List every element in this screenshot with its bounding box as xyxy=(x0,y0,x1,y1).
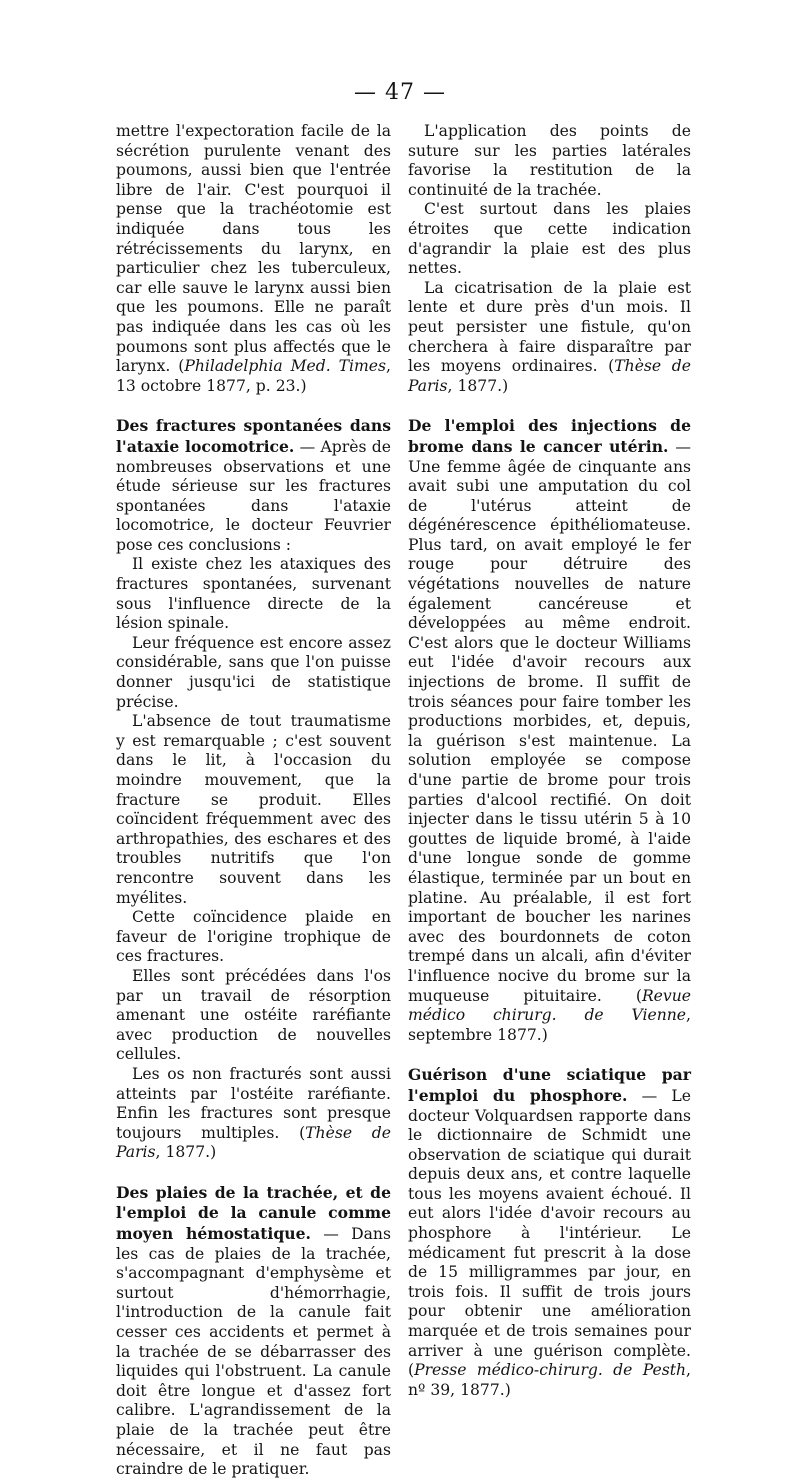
left-column xyxy=(116,122,391,1480)
article-brome: De l'emploi des injections de brome dans le cancer utérin. — Une femme âgée de cinquante ans avait subi une amputation du col de l'utérus atteint de dégénérescence épithéliomateuse. Plus tard, on avait employé le fer rouge pour détruire des végétations nouvelles de nature également cancéreuse et développées au même endroit. C'est alors que le docteur Williams eut l'idée d'avoir recours aux injections de brome. Il suffit de trois séances pour faire tomber les productions morbides, et, depuis, la guérison s'est maintenue. La solution employée se compose d'une partie de brome pour trois parties d'alcool rectifié. On doit injecter dans le tissu utérin 5 à 10 gouttes de liquide bromé, à l'aide d'une longue sonde de gomme élastique, terminée par un bout en platine. Au préalable, il est fort important de boucher les narines avec des bourdonnets de coton trempé dans un alcali, afin d'éviter l'influence nocive du brome sur la muqueuse pituitaire. (Revue médico chirurg. de Vienne, septembre 1877.) xyxy=(408,416,691,1044)
article-heading: Des plaies de la trachée, et de l'emploi de la canule comme moyen hémostatique. xyxy=(116,1182,391,1244)
paragraph: Il existe chez les ataxiques des fractures spontanées, survenant sous l'influence directe de la lésion spinale. xyxy=(116,555,391,633)
article-heading: Guérison d'une sciatique par l'emploi du phosphore. xyxy=(408,1065,691,1105)
page-number: — 47 — xyxy=(354,80,446,105)
citation: Thèse de Paris xyxy=(408,357,691,395)
citation: Thèse de Paris xyxy=(116,1123,391,1162)
paragraph: La cicatrisation de la plaie est lente et dure près d'un mois. Il peut persister une fistule, qu'on cherchera à faire disparaître par les moyens ordinaires. (Thèse de Paris, 1877.) xyxy=(408,278,691,395)
paragraph: Leur fréquence est encore assez considérable, sans que l'on puisse donner jusqu'ici de statistique précise. xyxy=(116,633,391,711)
article-trachee: Des plaies de la trachée, et de l'emploi de la canule comme moyen hémostatique. — Dans les cas de plaies de la trachée, s'accompagnant d'emphysème et surtout d'hémorrhagie, l'introduction de la canule fait cesser ces accidents et permet à la trachée de se débarrasser des liquides qui l'obstruent. La canule doit être longue et d'assez fort calibre. L'agrandissement de la plaie de la trachée peut être nécessaire, et il ne faut pas craindre de le pratiquer. xyxy=(116,1182,391,1479)
paragraph: Cette coïncidence plaide en faveur de l'origine trophique de ces fractures. xyxy=(116,908,391,966)
article-ataxie: Des fractures spontanées dans l'ataxie locomotrice. — Après de nombreuses observations et une étude sérieuse sur les fractures spontanées dans l'ataxie locomotrice, le docteur Feuvrier pose ces conclusions : xyxy=(116,416,391,554)
right-column xyxy=(408,122,691,1400)
paragraph: L'absence de tout traumatisme y est remarquable ; c'est souvent dans le lit, à l'occasion du moindre mouvement, que la fracture se produit. Elles coïncident fréquemment avec des arthropathies, des eschares et des troubles nutritifs que l'on rencontre souvent dans les myélites. xyxy=(116,712,391,907)
paragraph: Elles sont précédées dans l'os par un travail de résorption amenant une ostéite raréfiante avec production de nouvelles cellules. xyxy=(116,966,391,1064)
citation: Presse médico-chirurg. de Pesth xyxy=(414,1361,687,1380)
continued-paragraph: mettre l'expectoration facile de la sécrétion purulente venant des poumons, aussi bien que l'entrée libre de l'air. C'est pourquoi il pense que la trachéotomie est indiquée dans tous les rétrécissements du larynx, en particulier chez les tuberculeux, car elle sauve le larynx aussi bien que les poumons. Elle ne paraît pas indiquée dans les cas où les poumons sont plus affectés que le larynx. (Philadelphia Med. Times, 13 octobre 1877, p. 23.) xyxy=(116,122,391,395)
paragraph: L'application des points de suture sur les parties latérales favorise la restitution de la continuité de la trachée. xyxy=(408,122,691,199)
paragraph: Les os non fracturés sont aussi atteints par l'ostéite raréfiante. Enfin les fractures sont presque toujours multiples. (Thèse de Paris, 1877.) xyxy=(116,1064,391,1162)
article-sciatique: Guérison d'une sciatique par l'emploi du phosphore. — Le docteur Volquardsen rapporte dans le dictionnaire de Schmidt une observation de sciatique qui durait depuis deux ans, et contre laquelle tous les moyens avaient échoué. Il eut alors l'idée d'avoir recours au phosphore à l'intérieur. Le médicament fut prescrit à la dose de 15 milligrammes par jour, en trois fois. Il suffit de trois jours pour obtenir une amélioration marquée et de trois semaines pour arriver à une guérison complète. (Presse médico-chirurg. de Pesth, nº 39, 1877.) xyxy=(408,1065,691,1399)
citation: Revue médico chirurg. de Vienne xyxy=(408,986,691,1025)
article-heading: De l'emploi des injections de brome dans le cancer utérin. xyxy=(408,416,691,456)
citation: Philadelphia Med. Times xyxy=(184,357,387,376)
article-heading: Des fractures spontanées dans l'ataxie locomotrice. xyxy=(116,416,391,456)
paragraph: C'est surtout dans les plaies étroites que cette indication d'agrandir la plaie est des plus nettes. xyxy=(408,200,691,278)
